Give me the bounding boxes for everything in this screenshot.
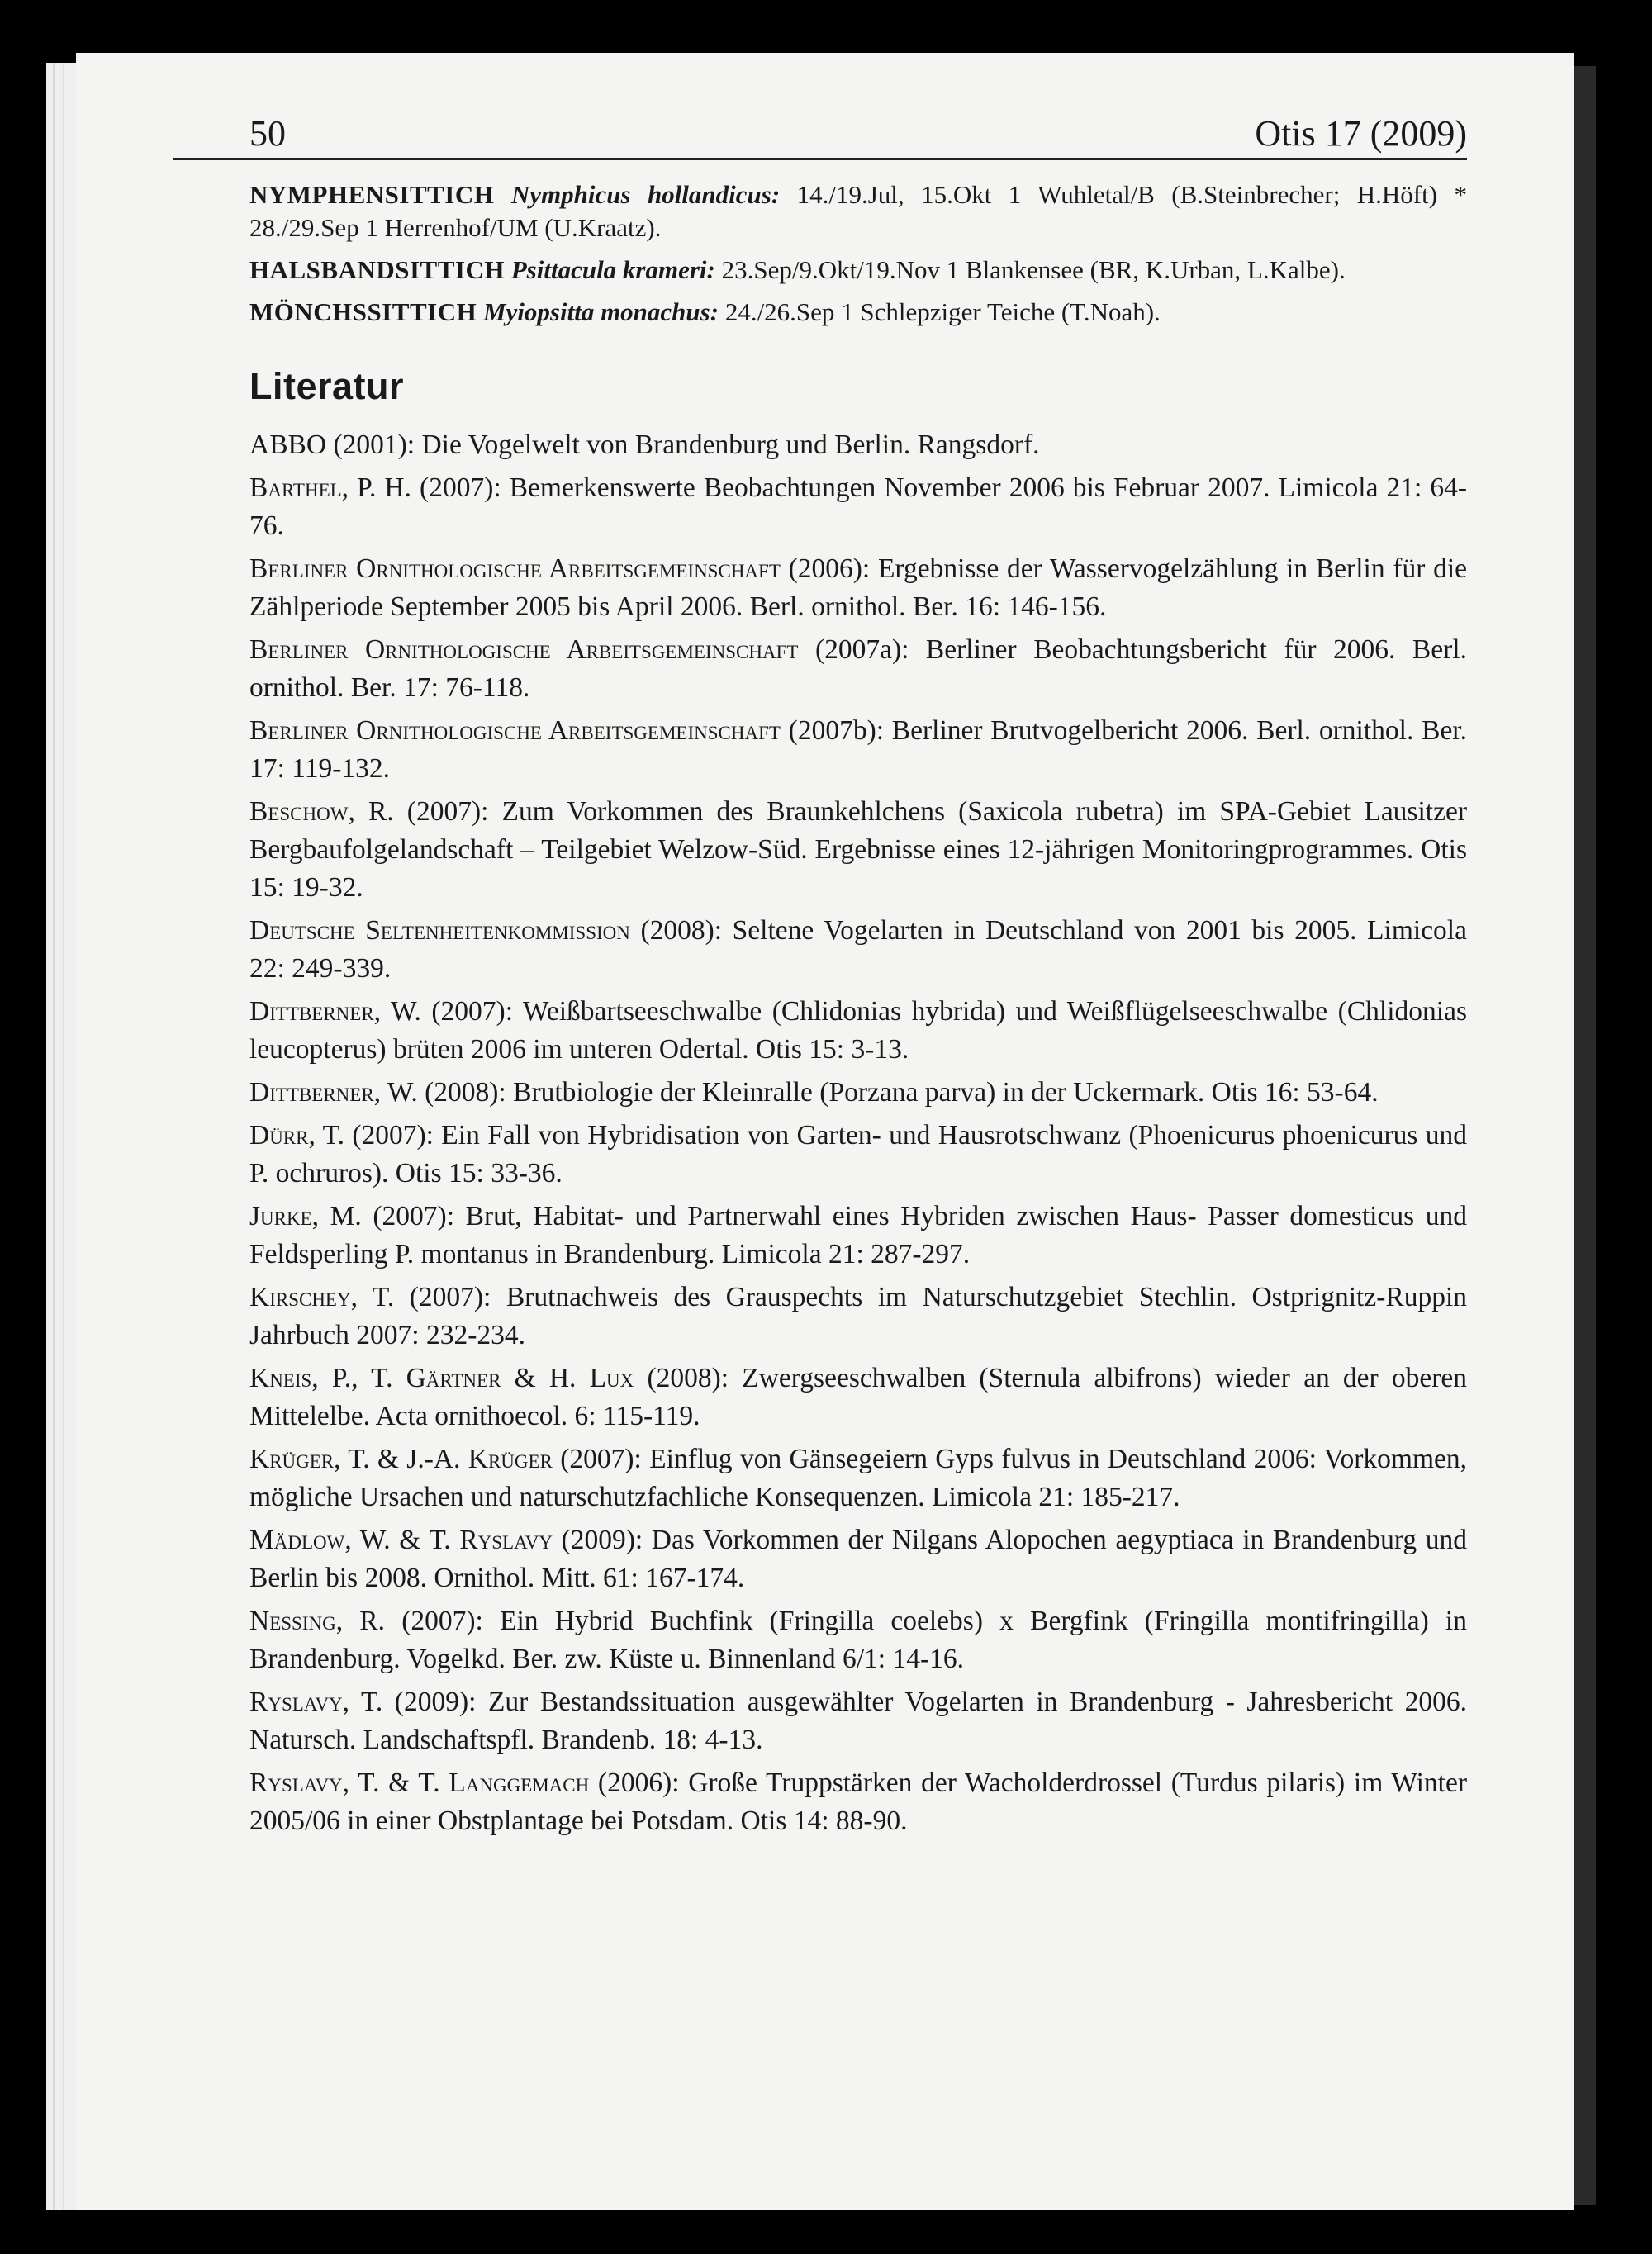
reference-author: Berliner Ornithologische Arbeitsgemeinschaft	[249, 715, 781, 746]
entry-text: 24./26.Sep 1 Schlepziger Teiche (T.Noah).	[724, 297, 1161, 326]
reference-text: (2007a): Berliner Beobachtungsbericht für 2006. Berl. ornithol. Ber. 17: 76-118.	[249, 634, 1467, 703]
reference-text: ABBO (2001): Die Vogelwelt von Brandenburg und Berlin. Rangsdorf.	[249, 429, 1040, 460]
reference-item	[249, 1360, 1467, 1435]
reference-text: (2007): Bemerkenswerte Beobachtungen November 2006 bis Februar 2007. Limicola 21: 64-76.	[249, 472, 1467, 541]
reference-item	[249, 1440, 1467, 1516]
reference-item	[249, 1764, 1467, 1840]
species-name: HALSBANDSITTICH	[249, 255, 505, 284]
reference-item	[249, 1683, 1467, 1759]
reference-text: (2009): Zur Bestandssituation ausgewählter Vogelarten in Brandenburg - Jahresbericht 2006. Natursch. Landschaftspfl. Brandenb. 18: 4-13.	[249, 1687, 1467, 1755]
reference-text: (2007): Brutnachweis des Grauspechts im Naturschutzgebiet Stechlin. Ostprignitz-Ruppin Jahrbuch 2007: 232-234.	[249, 1282, 1468, 1350]
reference-author: Kneis, P., T. Gärtner & H. Lux	[249, 1363, 634, 1393]
reference-item	[249, 469, 1467, 545]
page-content	[173, 103, 1467, 1845]
reference-item	[249, 912, 1467, 988]
reference-author: Berliner Ornithologische Arbeitsgemeinschaft	[249, 553, 781, 584]
reference-author: Ryslavy, T. & T. Langgemach	[249, 1768, 590, 1798]
entry-text: 14./19.Jul, 15.Okt 1 Wuhletal/B (B.Steinbrecher; H.Höft) * 28./29.Sep 1 Herrenhof/UM (U.Kraatz).	[249, 180, 1468, 242]
reference-author: Deutsche Seltenheitenkommission	[249, 915, 630, 946]
reference-text: (2007): Weißbartseeschwalbe (Chlidonias hybrida) und Weißflügelseeschwalbe (Chlidonias leucopterus) brüten 2006 im unteren Odertal. Otis 15: 3-13.	[249, 996, 1467, 1065]
reference-text: (2007): Ein Hybrid Buchfink (Fringilla coelebs) x Bergfink (Fringilla montifringilla) in Brandenburg. Vogelkd. Ber. zw. Küste u. Binnenland 6/1: 14-16.	[249, 1606, 1467, 1674]
reference-text: (2007): Ein Fall von Hybridisation von Garten- und Hausrotschwanz (Phoenicurus phoenicurus und P. ochruros). Otis 15: 33-36.	[249, 1120, 1467, 1189]
reference-item	[249, 1279, 1467, 1355]
reference-author: Beschow, R.	[249, 796, 394, 827]
reference-item	[249, 793, 1467, 907]
scientific-name: Psittacula krameri:	[510, 255, 715, 284]
reference-author: Jurke, M.	[249, 1201, 362, 1231]
reference-text: (2007): Zum Vorkommen des Braunkehlchens (Saxicola rubetra) im SPA-Gebiet Lausitzer Bergbaufolgelandschaft – Teilgebiet Welzow-Süd. Ergebnisse eines 12-jährigen Monitoringprogrammes. Otis 15: 19-32.	[249, 796, 1467, 903]
species-entry	[249, 254, 1467, 287]
species-entries	[173, 178, 1467, 329]
reference-author: Dittberner, W.	[249, 996, 421, 1027]
reference-text: (2007): Einflug von Gänsegeiern Gyps fulvus in Deutschland 2006: Vorkommen, mögliche Ursachen und naturschutzfachliche Konsequenzen. Limicola 21: 185-217.	[249, 1444, 1467, 1512]
species-name: MÖNCHSSITTICH	[249, 297, 477, 326]
book-page-stack	[46, 63, 78, 2210]
reference-author: Mädlow, W. & T. Ryslavy	[249, 1525, 553, 1555]
reference-item	[249, 550, 1467, 626]
reference-item	[249, 1602, 1467, 1678]
reference-author: Kirschey, T.	[249, 1282, 395, 1312]
scientific-name: Nymphicus hollandicus:	[510, 180, 781, 209]
reference-author: Dürr, T.	[249, 1120, 344, 1151]
reference-item	[249, 712, 1467, 788]
reference-author: Ryslavy, T.	[249, 1687, 383, 1717]
page-number: 50	[249, 113, 286, 154]
reference-item	[249, 1198, 1467, 1274]
reference-text: (2007b): Berliner Brutvogelbericht 2006. Berl. ornithol. Ber. 17: 119-132.	[249, 715, 1467, 784]
reference-author: Dittberner, W.	[249, 1077, 418, 1108]
entry-text: 23.Sep/9.Okt/19.Nov 1 Blankensee (BR, K.Urban, L.Kalbe).	[721, 255, 1346, 284]
reference-text: (2008): Zwergseeschwalben (Sternula albifrons) wieder an der oberen Mittelelbe. Acta ornithoecol. 6: 115-119.	[249, 1363, 1467, 1431]
journal-citation: Otis 17 (2009)	[1255, 113, 1467, 154]
reference-author: Krüger, T. & J.-A. Krüger	[249, 1444, 553, 1474]
reference-text: (2006): Ergebnisse der Wasservogelzählung in Berlin für die Zählperiode September 2005 bis April 2006. Berl. ornithol. Ber. 16: 146-156.	[249, 553, 1468, 622]
reference-text: (2008): Brutbiologie der Kleinralle (Porzana parva) in der Uckermark. Otis 16: 53-64.	[417, 1077, 1379, 1108]
reference-item	[249, 1521, 1467, 1597]
reference-text: (2008): Seltene Vogelarten in Deutschland von 2001 bis 2005. Limicola 22: 249-339.	[249, 915, 1467, 984]
reference-author: Barthel, P. H.	[249, 472, 411, 503]
reference-text: (2006): Große Truppstärken der Wacholderdrossel (Turdus pilaris) im Winter 2005/06 in einer Obstplantage bei Potsdam. Otis 14: 88-90.	[249, 1768, 1467, 1836]
reference-list	[249, 426, 1467, 1840]
reference-item	[249, 993, 1467, 1069]
reference-text: (2009): Das Vorkommen der Nilgans Alopochen aegyptiaca in Brandenburg und Berlin bis 2008. Ornithol. Mitt. 61: 167-174.	[249, 1525, 1467, 1593]
running-header	[173, 103, 1467, 160]
species-entry	[249, 178, 1467, 244]
reference-author: Berliner Ornithologische Arbeitsgemeinschaft	[249, 634, 799, 665]
reference-text: (2007): Brut, Habitat- und Partnerwahl eines Hybriden zwischen Haus- Passer domesticus und Feldsperling P. montanus in Brandenburg. Limicola 21: 287-297.	[249, 1201, 1467, 1269]
species-name: NYMPHENSITTICH	[249, 180, 495, 209]
reference-item	[249, 631, 1467, 707]
reference-item	[249, 1117, 1467, 1193]
page-edge-shadow	[1574, 66, 1596, 2205]
reference-item	[249, 426, 1467, 464]
species-entry	[249, 296, 1467, 329]
reference-author: Nessing, R.	[249, 1606, 385, 1636]
section-title: Literatur	[249, 365, 405, 407]
scientific-name: Myiopsitta monachus:	[482, 297, 719, 326]
reference-item	[249, 1074, 1467, 1112]
